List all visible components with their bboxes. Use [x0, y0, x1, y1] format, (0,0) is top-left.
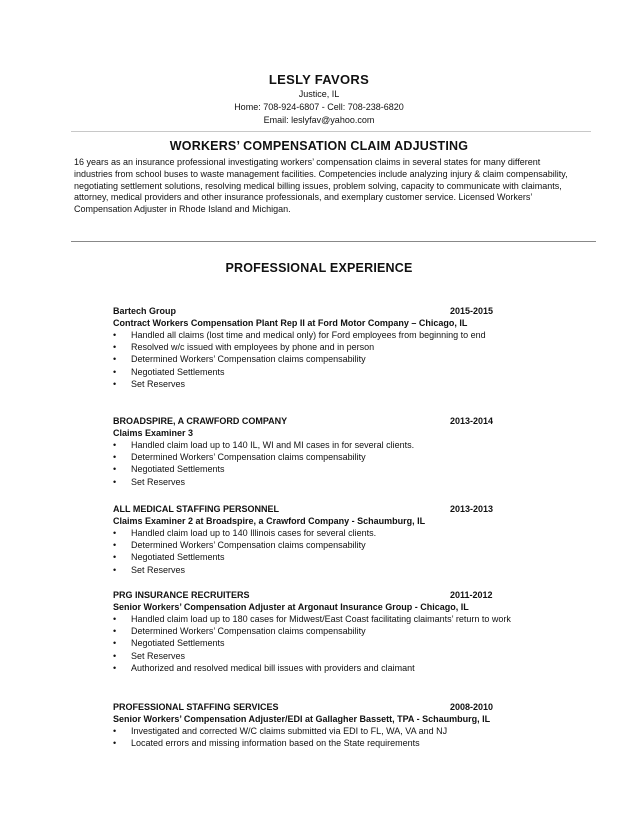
email-address: Email: leslyfav@yahoo.com: [263, 115, 375, 125]
duty-item: • Determined Workers’ Compensation claims compensability: [113, 353, 553, 365]
duty-item: • Determined Workers’ Compensation claims compensability: [113, 451, 553, 463]
employer-name: BROADSPIRE, A CRAWFORD COMPANY: [113, 416, 288, 426]
duty-item: • Negotiated Settlements: [113, 366, 553, 378]
resume-header: [0, 72, 638, 127]
summary-paragraph: 16 years as an insurance professional investigating workers’ compensation claims in several states for many different industries from school buses to waste management facilities. Competencies include analyzing injury & claim compensability, negotiating settlement solutions, resolving medical billing issues, problem solving, capacity to communicate with claimants, attorney, medical providers and other insurance professionals, and exemplary customer service. Licensed Workers’ Compensation Adjuster in Rhode Island and Michigan.: [74, 157, 568, 215]
duty-item: • Set Reserves: [113, 378, 553, 390]
job-entry: [113, 589, 553, 674]
duty-item: • Authorized and resolved medical bill issues with providers and claimant: [113, 662, 553, 674]
summary-divider: [71, 241, 596, 242]
job-entry: [113, 305, 553, 390]
duty-item: • Set Reserves: [113, 650, 553, 662]
job-dates: 2013-2013: [450, 504, 494, 514]
employer-name: Bartech Group: [113, 306, 177, 316]
job-header: [113, 701, 553, 713]
job-header: [113, 305, 553, 317]
job-dates: 2015-2015: [450, 306, 494, 316]
job-header: [113, 589, 553, 601]
duties-list: [113, 329, 553, 390]
candidate-name: LESLY FAVORS: [268, 72, 370, 87]
employer-name: PROFESSIONAL STAFFING SERVICES: [113, 702, 279, 712]
duty-item: • Resolved w/c issued with employees by phone and in person: [113, 341, 553, 353]
experience-heading: PROFESSIONAL EXPERIENCE: [225, 261, 413, 275]
job-header: [113, 503, 553, 515]
phone-numbers: Home: 708-924-6807 - Cell: 708-238-6820: [234, 102, 404, 112]
duty-item: • Set Reserves: [113, 476, 553, 488]
job-dates: 2013-2014: [450, 416, 494, 426]
employer-name: PRG INSURANCE RECRUITERS: [113, 590, 250, 600]
job-title: Contract Workers Compensation Plant Rep II at Ford Motor Company – Chicago, IL: [113, 318, 468, 328]
job-entry: [113, 503, 553, 576]
duties-list: [113, 439, 553, 488]
duty-item: • Handled claim load up to 140 IL, WI and MI cases in for several clients.: [113, 439, 553, 451]
duty-item: • Handled claim load up to 140 Illinois cases for several clients.: [113, 527, 553, 539]
job-title: Claims Examiner 2 at Broadspire, a Crawford Company - Schaumburg, IL: [113, 516, 426, 526]
job-entry: [113, 415, 553, 488]
duty-item: • Handled claim load up to 180 cases for Midwest/East Coast facilitating claimants’ return to work: [113, 613, 553, 625]
duties-list: [113, 527, 553, 576]
job-dates: 2011-2012: [450, 590, 493, 600]
duty-item: • Negotiated Settlements: [113, 637, 553, 649]
duty-item: • Determined Workers’ Compensation claims compensability: [113, 539, 553, 551]
summary-heading: WORKERS’ COMPENSATION CLAIM ADJUSTING: [169, 139, 469, 153]
duties-list: [113, 725, 553, 749]
duty-item: • Negotiated Settlements: [113, 463, 553, 475]
job-header: [113, 415, 553, 427]
duty-item: • Located errors and missing information based on the State requirements: [113, 737, 553, 749]
duty-item: • Set Reserves: [113, 564, 553, 576]
job-entry: [113, 701, 553, 749]
job-title: Claims Examiner 3: [113, 428, 194, 438]
job-title: Senior Workers’ Compensation Adjuster at Argonaut Insurance Group - Chicago, IL: [113, 602, 469, 612]
duty-item: • Determined Workers’ Compensation claims compensability: [113, 625, 553, 637]
job-title: Senior Workers’ Compensation Adjuster/EDI at Gallagher Bassett, TPA - Schaumburg, IL: [113, 714, 491, 724]
header-divider: [71, 131, 591, 132]
duty-item: • Negotiated Settlements: [113, 551, 553, 563]
job-dates: 2008-2010: [450, 702, 494, 712]
employer-name: ALL MEDICAL STAFFING PERSONNEL: [113, 504, 280, 514]
duty-item: • Investigated and corrected W/C claims submitted via EDI to FL, WA, VA and NJ: [113, 725, 553, 737]
duty-item: • Handled all claims (lost time and medical only) for Ford employees from beginning to end: [113, 329, 553, 341]
duties-list: [113, 613, 553, 674]
location: Justice, IL: [298, 89, 340, 99]
